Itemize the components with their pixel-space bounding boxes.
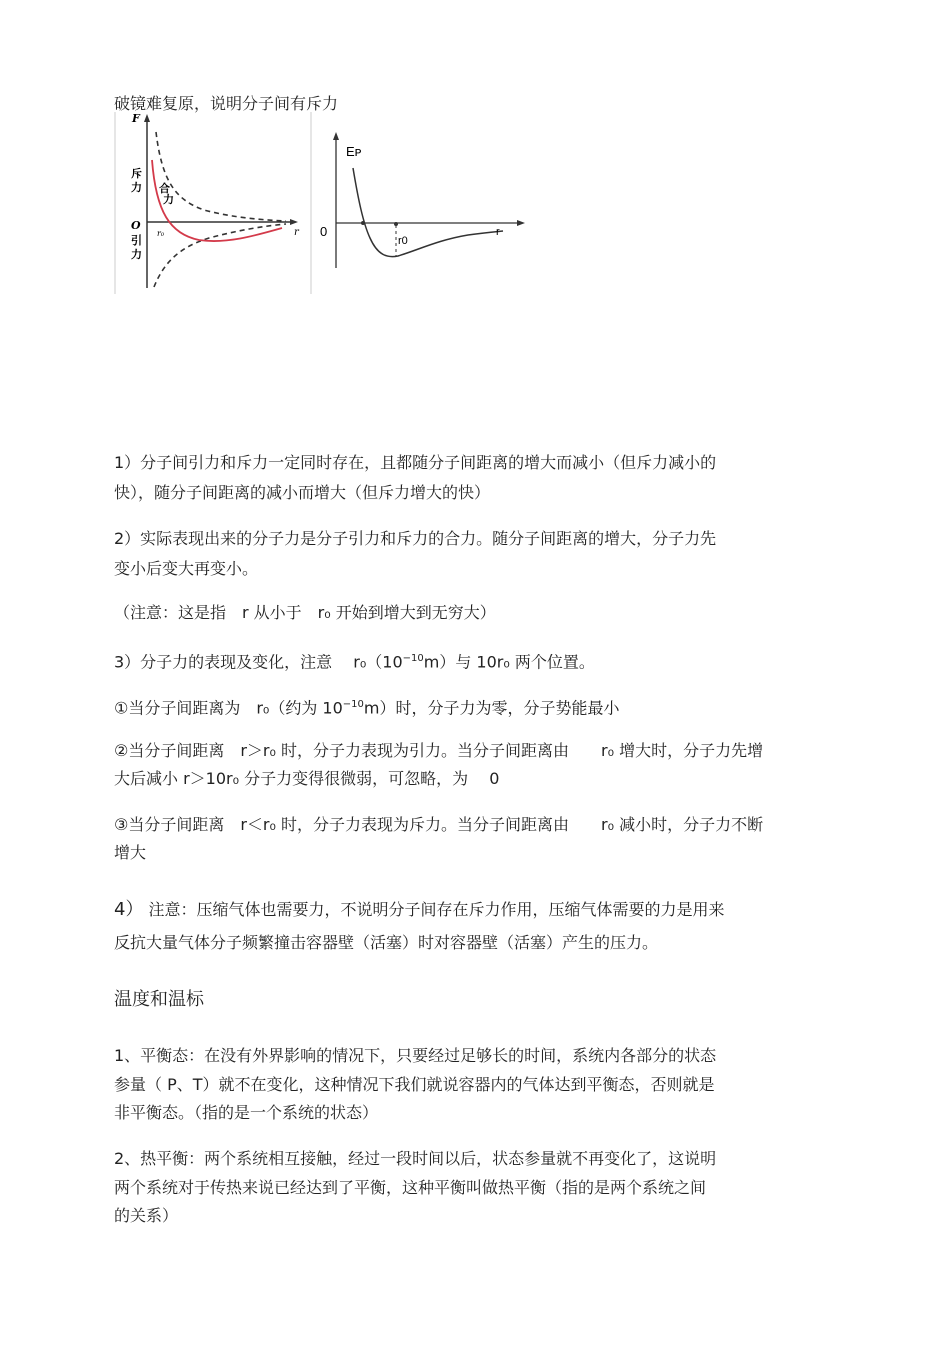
thermal-equilibrium-line2: 两个系统对于传热来说已经达到了平衡，这种平衡叫做热平衡（指的是两个系统之间: [114, 1178, 707, 1197]
x-axis-label: r: [294, 227, 299, 238]
repulsion-curve: [156, 132, 286, 221]
resultant-label-2: 力: [163, 193, 174, 206]
potential-energy-figure: [318, 128, 528, 273]
point3-text: [114, 647, 595, 674]
force-distance-figure: [114, 112, 314, 294]
origin-label: O: [131, 219, 141, 232]
point4-line1: [114, 898, 725, 922]
attraction-label-2: 力: [131, 248, 142, 261]
case1-part-a: ①当分子间距离为 r₀（约为 10: [114, 698, 343, 718]
point4-number: 4）: [114, 899, 144, 920]
point3-part-b: m）与 10r₀ 两个位置。: [423, 652, 595, 672]
intro-text: 破镜难复原，说明分子间有斥力: [114, 94, 339, 113]
case1-text: [114, 693, 620, 720]
case3-line1: ③当分子间距离 r＜r₀ 时，分子力表现为斥力。当分子间距离由 r₀ 减小时，分子力不断: [114, 815, 764, 834]
point2-line2: 变小后变大再变小。: [114, 559, 259, 578]
ep-x-axis-arrow: [517, 220, 525, 226]
repulsion-label-1: 斥: [131, 167, 142, 180]
case2-line2: 大后减小 r＞10r₀ 分子力变得很微弱，可忽略，为 0: [114, 769, 500, 788]
case1-exponent: −10: [342, 699, 364, 710]
attraction-curve: [154, 224, 286, 287]
section-heading: 温度和温标: [114, 989, 204, 1010]
y-axis-label: F: [132, 112, 140, 125]
thermal-equilibrium-line3: 的关系）: [114, 1206, 179, 1225]
ep-y-axis-label: Eᴘ: [346, 144, 362, 159]
ep-y-axis-arrow: [333, 132, 339, 140]
zero-crossing-point: [361, 221, 365, 225]
case2-line1: ②当分子间距离 r＞r₀ 时，分子力表现为引力。当分子间距离由 r₀ 增大时，分子力先增: [114, 741, 764, 760]
r0-label: r₀: [157, 229, 165, 238]
ep-r0-label: r0: [398, 235, 408, 247]
ep-origin-label: 0: [320, 224, 328, 239]
equilibrium-line1: 1、平衡态：在没有外界影响的情况下，只要经过足够长的时间，系统内各部分的状态: [114, 1046, 717, 1065]
thermal-equilibrium-line1: 2、热平衡：两个系统相互接触，经过一段时间以后，状态参量就不再变化了，这说明: [114, 1149, 717, 1168]
ep-x-axis-label: r: [496, 226, 500, 238]
note-text: （注意：这是指 r 从小于 r₀ 开始到增大到无穷大）: [114, 603, 496, 622]
point4-line2: 反抗大量气体分子频繁撞击容器壁（活塞）时对容器壁（活塞）产生的压力。: [114, 933, 659, 952]
case1-part-b: m）时，分子力为零，分子势能最小: [363, 698, 620, 718]
y-axis-arrow: [144, 114, 150, 122]
potential-energy-curve: [353, 168, 503, 257]
equilibrium-line3: 非平衡态。（指的是一个系统的状态）: [114, 1103, 379, 1122]
point4-text: 注意：压缩气体也需要力，不说明分子间存在斥力作用，压缩气体需要的力是用来: [143, 900, 725, 919]
point3-exponent: −10: [402, 653, 424, 664]
attraction-label-1: 引: [131, 234, 142, 247]
point1-line2: 快），随分子间距离的减小而增大（但斥力增大的快）: [114, 483, 491, 502]
resultant-label-1: 合: [159, 182, 170, 195]
case3-line2: 增大: [114, 843, 147, 862]
equilibrium-line2: 参量（ P、T）就不在变化，这种情况下我们就说容器内的气体达到平衡态，否则就是: [114, 1075, 715, 1094]
x-axis-arrow: [290, 219, 298, 225]
point2-line1: 2）实际表现出来的分子力是分子引力和斥力的合力。随分子间距离的增大，分子力先: [114, 529, 717, 548]
point3-part-a: 3）分子力的表现及变化，注意 r₀（10: [114, 652, 403, 672]
repulsion-label-2: 力: [131, 181, 142, 194]
point1-line1: 1）分子间引力和斥力一定同时存在，且都随分子间距离的增大而减小（但斥力减小的: [114, 453, 717, 472]
r0-point: [394, 222, 398, 226]
